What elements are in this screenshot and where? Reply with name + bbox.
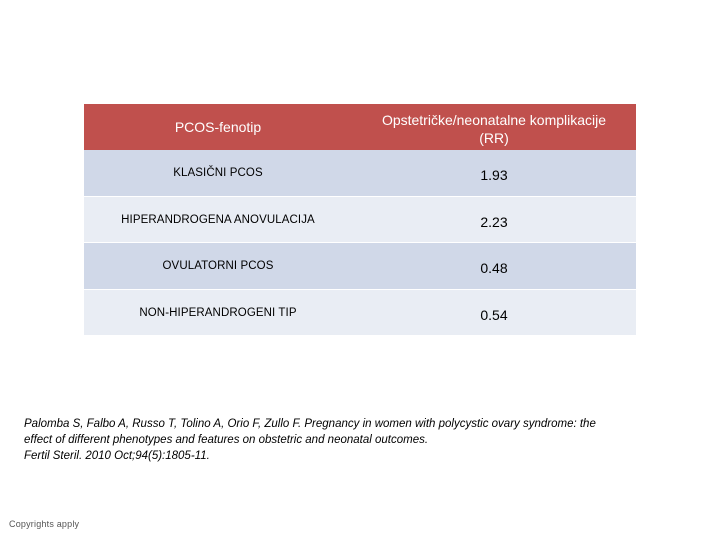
citation [24,416,694,464]
citation-line: Fertil Steril. 2010 Oct;94(5):1805-11. [24,450,210,462]
rr-cell: 2.23 [480,213,508,230]
header-phenotype-label: PCOS-fenotip [174,119,262,135]
table-row [84,150,636,196]
header-phenotype [84,104,352,150]
table-row [84,242,636,289]
table-row [84,196,636,242]
phenotype-cell: OVULATORNI PCOS [162,260,274,272]
citation-line: effect of different phenotypes and features on obstetric and neonatal outcomes. [24,434,429,446]
rr-cell: 0.54 [480,306,508,323]
table-header-row [84,104,636,150]
header-complications [352,104,636,150]
copyright-notice: Copyrights apply [9,519,80,529]
header-complications-unit: (RR) [479,130,509,146]
rr-cell: 0.48 [480,260,508,276]
rr-table [84,104,636,335]
rr-cell: 1.93 [480,167,508,183]
phenotype-cell: HIPERANDROGENA ANOVULACIJA [121,213,315,226]
table-row [84,289,636,335]
header-complications-label: Opstetričke/neonatalne komplikacije [381,112,607,128]
citation-line: Palomba S, Falbo A, Russo T, Tolino A, Orio F, Zullo F. Pregnancy in women with polycystic ovary syndrome: the [24,418,596,430]
phenotype-cell: NON-HIPERANDROGENI TIP [139,306,297,319]
phenotype-cell: KLASIČNI PCOS [173,167,263,179]
